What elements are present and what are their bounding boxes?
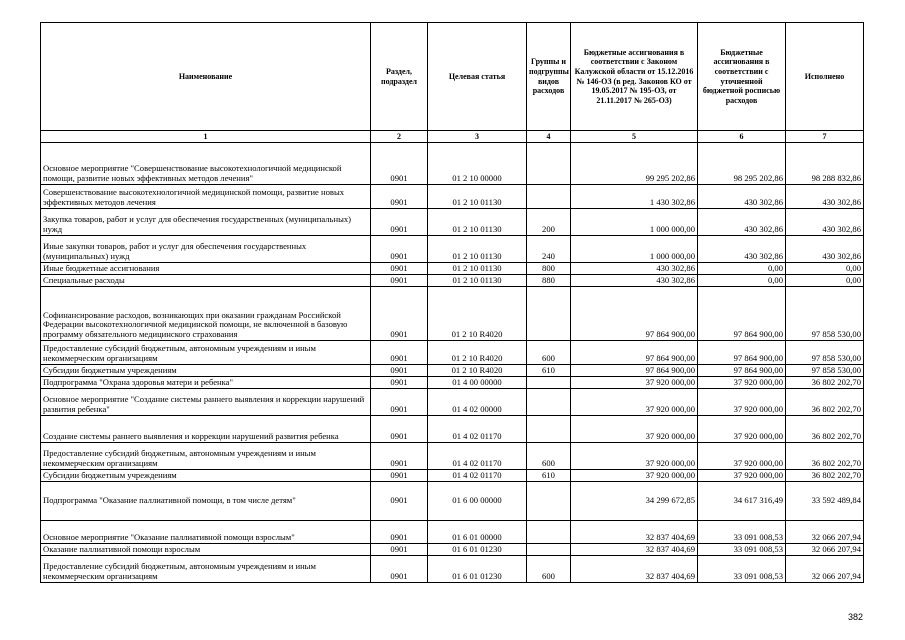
header-groups: Группы и подгруппы видов расходов [527, 23, 571, 131]
row-approved: 32 837 404,69 [571, 544, 698, 556]
column-number: 1 [41, 131, 371, 143]
row-target: 01 4 02 00000 [428, 389, 527, 416]
row-budget-list: 0,00 [698, 275, 786, 287]
row-group [527, 185, 571, 209]
row-budget-list: 430 302,86 [698, 185, 786, 209]
row-section: 0901 [371, 470, 428, 482]
row-section: 0901 [371, 365, 428, 377]
table-row [41, 521, 864, 544]
column-number: 3 [428, 131, 527, 143]
row-section: 0901 [371, 287, 428, 341]
row-group: 600 [527, 341, 571, 365]
table-row [41, 482, 864, 521]
table-row [41, 185, 864, 209]
header-name: Наименование [41, 23, 371, 131]
row-target: 01 4 02 01170 [428, 443, 527, 470]
row-section: 0901 [371, 236, 428, 263]
row-group [527, 521, 571, 544]
row-name: Подпрограмма "Охрана здоровья матери и ребенка" [41, 377, 371, 389]
row-target: 01 6 00 00000 [428, 482, 527, 521]
row-budget-list: 33 091 008,53 [698, 521, 786, 544]
row-executed: 36 802 202,70 [786, 443, 864, 470]
table-row [41, 556, 864, 583]
row-section: 0901 [371, 341, 428, 365]
table-row [41, 143, 864, 185]
row-group: 610 [527, 365, 571, 377]
row-approved: 97 864 900,00 [571, 341, 698, 365]
row-name: Специальные расходы [41, 275, 371, 287]
row-group: 200 [527, 209, 571, 236]
row-budget-list: 34 617 316,49 [698, 482, 786, 521]
row-executed: 36 802 202,70 [786, 470, 864, 482]
row-name: Основное мероприятие "Оказание паллиативной помощи взрослым" [41, 521, 371, 544]
row-section: 0901 [371, 377, 428, 389]
row-target: 01 2 10 R4020 [428, 365, 527, 377]
column-number-row [41, 131, 864, 143]
row-group: 880 [527, 275, 571, 287]
header-approved: Бюджетные ассигнования в соответствии с Законом Калужской области от 15.12.2016 № 146-ОЗ (в ред. Законов КО от 19.05.2017 № 195-ОЗ, от 21.11.2017 № 265-ОЗ) [571, 23, 698, 131]
row-budget-list: 37 920 000,00 [698, 443, 786, 470]
row-name: Предоставление субсидий бюджетным, автономным учреждениям и иным некоммерческим организациям [41, 556, 371, 583]
row-budget-list: 0,00 [698, 263, 786, 275]
budget-report-page [40, 22, 863, 583]
row-group [527, 482, 571, 521]
header-section: Раздел, подраздел [371, 23, 428, 131]
column-number: 7 [786, 131, 864, 143]
row-target: 01 2 10 01130 [428, 185, 527, 209]
row-target: 01 6 01 01230 [428, 544, 527, 556]
row-name: Создание системы раннего выявления и коррекции нарушений развития ребенка [41, 416, 371, 443]
row-section: 0901 [371, 275, 428, 287]
row-target: 01 2 10 01130 [428, 236, 527, 263]
table-row [41, 236, 864, 263]
row-approved: 1 430 302,86 [571, 185, 698, 209]
row-executed: 33 592 489,84 [786, 482, 864, 521]
row-group [527, 416, 571, 443]
row-group: 800 [527, 263, 571, 275]
row-approved: 97 864 900,00 [571, 365, 698, 377]
row-section: 0901 [371, 443, 428, 470]
row-budget-list: 430 302,86 [698, 209, 786, 236]
row-name: Основное мероприятие "Создание системы раннего выявления и коррекции нарушений развития ребенка" [41, 389, 371, 416]
row-approved: 1 000 000,00 [571, 209, 698, 236]
row-group [527, 143, 571, 185]
row-section: 0901 [371, 185, 428, 209]
row-approved: 34 299 672,85 [571, 482, 698, 521]
table-body [41, 143, 864, 583]
row-section: 0901 [371, 263, 428, 275]
row-budget-list: 430 302,86 [698, 236, 786, 263]
row-target: 01 2 10 01130 [428, 209, 527, 236]
column-number: 5 [571, 131, 698, 143]
row-budget-list: 97 864 900,00 [698, 365, 786, 377]
row-approved: 1 000 000,00 [571, 236, 698, 263]
row-group: 240 [527, 236, 571, 263]
row-target: 01 6 01 01230 [428, 556, 527, 583]
row-name: Иные закупки товаров, работ и услуг для обеспечения государственных (муниципальных) нужд [41, 236, 371, 263]
row-name: Совершенствование высокотехнологичной медицинской помощи, развитие новых эффективных методов лечения [41, 185, 371, 209]
row-executed: 0,00 [786, 275, 864, 287]
row-name: Подпрограмма "Оказание паллиативной помощи, в том числе детям" [41, 482, 371, 521]
row-approved: 32 837 404,69 [571, 521, 698, 544]
row-section: 0901 [371, 556, 428, 583]
row-executed: 97 858 530,00 [786, 341, 864, 365]
table-row [41, 365, 864, 377]
row-name: Субсидии бюджетным учреждениям [41, 365, 371, 377]
row-approved: 37 920 000,00 [571, 470, 698, 482]
row-name: Субсидии бюджетным учреждениям [41, 470, 371, 482]
row-executed: 430 302,86 [786, 185, 864, 209]
row-executed: 36 802 202,70 [786, 377, 864, 389]
row-group [527, 377, 571, 389]
row-executed: 430 302,86 [786, 236, 864, 263]
row-budget-list: 97 864 900,00 [698, 341, 786, 365]
row-budget-list: 37 920 000,00 [698, 377, 786, 389]
row-target: 01 6 01 00000 [428, 521, 527, 544]
row-name: Основное мероприятие "Совершенствование высокотехнологичной медицинской помощи, развитие новых эффективных методов лечения" [41, 143, 371, 185]
row-section: 0901 [371, 544, 428, 556]
table-row [41, 287, 864, 341]
header-target: Целевая статья [428, 23, 527, 131]
row-group [527, 287, 571, 341]
row-budget-list: 37 920 000,00 [698, 470, 786, 482]
column-number: 6 [698, 131, 786, 143]
row-executed: 32 066 207,94 [786, 521, 864, 544]
row-name: Софинансирование расходов, возникающих при оказании гражданам Российской Федерации высокотехнологичной медицинской помощи, не включенной в базовую программу обязательного медицинского страхования [41, 287, 371, 341]
row-approved: 430 302,86 [571, 263, 698, 275]
row-executed: 430 302,86 [786, 209, 864, 236]
row-executed: 0,00 [786, 263, 864, 275]
row-approved: 37 920 000,00 [571, 443, 698, 470]
row-approved: 99 295 202,86 [571, 143, 698, 185]
row-approved: 97 864 900,00 [571, 287, 698, 341]
row-budget-list: 33 091 008,53 [698, 544, 786, 556]
header-budget-list: Бюджетные ассигнования в соответствии с уточненной бюджетной росписью расходов [698, 23, 786, 131]
column-number: 2 [371, 131, 428, 143]
row-executed: 97 858 530,00 [786, 365, 864, 377]
header-row [41, 23, 864, 131]
row-executed: 98 288 832,86 [786, 143, 864, 185]
row-budget-list: 37 920 000,00 [698, 389, 786, 416]
row-name: Оказание паллиативной помощи взрослым [41, 544, 371, 556]
row-section: 0901 [371, 389, 428, 416]
row-executed: 32 066 207,94 [786, 556, 864, 583]
table-row [41, 341, 864, 365]
row-approved: 37 920 000,00 [571, 389, 698, 416]
row-section: 0901 [371, 482, 428, 521]
row-budget-list: 98 295 202,86 [698, 143, 786, 185]
table-row [41, 275, 864, 287]
row-budget-list: 37 920 000,00 [698, 416, 786, 443]
row-approved: 430 302,86 [571, 275, 698, 287]
budget-table [40, 22, 864, 583]
table-row [41, 209, 864, 236]
table-row [41, 377, 864, 389]
row-section: 0901 [371, 209, 428, 236]
table-row [41, 263, 864, 275]
row-executed: 36 802 202,70 [786, 389, 864, 416]
row-group: 610 [527, 470, 571, 482]
row-executed: 32 066 207,94 [786, 544, 864, 556]
row-group: 600 [527, 556, 571, 583]
header-executed: Исполнено [786, 23, 864, 131]
table-row [41, 443, 864, 470]
row-target: 01 4 02 01170 [428, 470, 527, 482]
column-number: 4 [527, 131, 571, 143]
row-budget-list: 97 864 900,00 [698, 287, 786, 341]
row-target: 01 2 10 01130 [428, 275, 527, 287]
row-executed: 97 858 530,00 [786, 287, 864, 341]
row-target: 01 2 10 R4020 [428, 341, 527, 365]
row-group [527, 389, 571, 416]
row-name: Иные бюджетные ассигнования [41, 263, 371, 275]
row-section: 0901 [371, 521, 428, 544]
row-approved: 37 920 000,00 [571, 377, 698, 389]
row-target: 01 4 02 01170 [428, 416, 527, 443]
row-target: 01 2 10 R4020 [428, 287, 527, 341]
row-section: 0901 [371, 416, 428, 443]
row-budget-list: 33 091 008,53 [698, 556, 786, 583]
row-approved: 37 920 000,00 [571, 416, 698, 443]
table-row [41, 544, 864, 556]
row-target: 01 2 10 01130 [428, 263, 527, 275]
row-target: 01 4 00 00000 [428, 377, 527, 389]
row-name: Предоставление субсидий бюджетным, автономным учреждениям и иным некоммерческим организациям [41, 341, 371, 365]
row-name: Закупка товаров, работ и услуг для обеспечения государственных (муниципальных) нужд [41, 209, 371, 236]
page-number: 382 [848, 612, 864, 622]
row-section: 0901 [371, 143, 428, 185]
table-row [41, 416, 864, 443]
row-executed: 36 802 202,70 [786, 416, 864, 443]
table-row [41, 470, 864, 482]
row-group [527, 544, 571, 556]
row-name: Предоставление субсидий бюджетным, автономным учреждениям и иным некоммерческим организациям [41, 443, 371, 470]
row-approved: 32 837 404,69 [571, 556, 698, 583]
row-target: 01 2 10 00000 [428, 143, 527, 185]
row-group: 600 [527, 443, 571, 470]
table-row [41, 389, 864, 416]
